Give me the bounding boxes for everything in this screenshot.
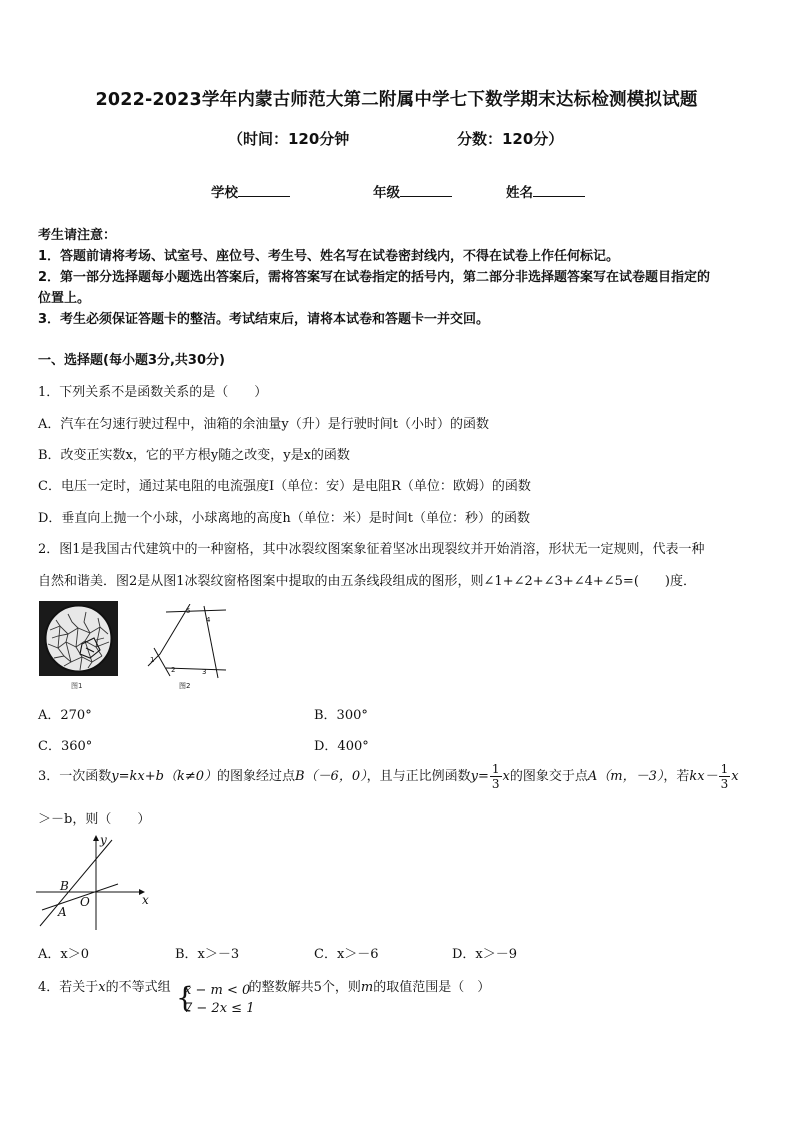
left-brace-icon: { (176, 981, 194, 1014)
graph-origin-label: O (80, 895, 90, 909)
q3-fraction-one-third: $\frac{1}{3}$ (491, 762, 500, 791)
q1-option-b[interactable]: B．改变正实数x，它的平方根y随之改变，y是x的函数 (38, 448, 350, 463)
angle-label-2: 2 (171, 666, 176, 674)
grade-blank[interactable] (400, 183, 452, 197)
q4-variable-x: x (98, 980, 106, 995)
q3-condition-right: x (731, 769, 739, 784)
q1-option-a[interactable]: A．汽车在匀速行驶过程中，油箱的余油量y（升）是行驶时间t（小时）的函数 (38, 417, 489, 432)
q3-text-1: 3．一次函数 (38, 769, 112, 784)
q3-option-c[interactable]: C．x＞－6 (314, 947, 379, 962)
q4-variable-m: m (360, 980, 374, 995)
q2-line-1: 2．图1是我国古代建筑中的一种窗格，其中冰裂纹图案象征着坚冰出现裂纹并开始消溶，形状无一定规则，代表一种 (38, 542, 705, 557)
q3-point-a: A（m，－3） (587, 769, 664, 784)
q3-text-4: 的图象交于点 (509, 769, 588, 784)
angle-label-3: 3 (202, 668, 207, 676)
q3-option-a[interactable]: A．x＞0 (38, 947, 89, 962)
q4-text-3: 的整数解共5个，则 (248, 980, 361, 995)
notice-line-3: 位置上。 (38, 291, 91, 306)
angle-label-1: 1 (150, 656, 155, 664)
q3-text-5: ，若 (663, 769, 690, 784)
q4-inequality-1: x − m < 0 (184, 983, 251, 998)
q2-line-2: 自然和谐美．图2是从图1冰裂纹窗格图案中提取的由五条线段组成的图形，则∠1+∠2+∠3+∠4+∠5=( )度． (38, 574, 696, 589)
q2-option-a[interactable]: A．270° (38, 708, 92, 723)
q3-function-graph (36, 832, 156, 932)
name-field (506, 181, 585, 201)
q3-option-b[interactable]: B．x＞－3 (175, 947, 240, 962)
school-blank[interactable] (238, 183, 290, 197)
section-heading: 一、选择题(每小题3分,共30分) (38, 353, 225, 368)
q3-proportional-right: x (502, 769, 510, 784)
fig1-caption: 图1 (71, 682, 83, 690)
name-blank[interactable] (533, 183, 585, 197)
grade-label: 年级 (373, 185, 400, 201)
q4-inequality-2: 7 − 2x ≤ 1 (184, 1001, 255, 1016)
graph-y-label: y (100, 833, 107, 847)
q3-text-3: ，且与正比例函数 (366, 769, 471, 784)
graph-point-b-label: B (60, 879, 69, 893)
exam-time: （时间：120分钟 (228, 130, 350, 148)
q4-text-4: 的取值范围是（ ） (373, 980, 491, 995)
notice-heading: 考生请注意： (38, 228, 117, 243)
school-label: 学校 (211, 185, 238, 201)
page-title: 2022-2023学年内蒙古师范大第二附属中学七下数学期末达标检测模拟试题 (95, 90, 698, 110)
q3-point-b: B（－6，0） (295, 769, 367, 784)
angle-label-4: 4 (206, 616, 211, 624)
graph-x-label: x (142, 893, 149, 907)
q3-proportional-left: y= (470, 769, 489, 784)
angle-label-5: 5 (186, 607, 191, 615)
q1-stem: 1．下列关系不是函数关系的是（ ） (38, 385, 268, 400)
q3-condition-left: kx－ (689, 769, 718, 784)
window-lattice-figure (38, 600, 120, 690)
five-segment-angle-figure (138, 604, 228, 690)
notice-line-2: 2．第一部分选择题每小题选出答案后，需将答案写在试卷指定的括号内，第二部分非选择题答案写在试卷题目指定的 (38, 270, 711, 285)
q4-text-2: 的不等式组 (105, 980, 171, 995)
name-label: 姓名 (506, 185, 533, 201)
q3-condition-fraction: $\frac{1}{3}$ (720, 762, 729, 791)
exam-score: 分数：120分） (457, 130, 564, 148)
q3-line-1 (38, 762, 739, 791)
q2-option-d[interactable]: D．400° (314, 739, 369, 754)
q1-option-c[interactable]: C．电压一定时，通过某电阻的电流强度I（单位：安）是电阻R（单位：欧姆）的函数 (38, 479, 531, 494)
q2-option-b[interactable]: B．300° (314, 708, 368, 723)
graph-point-a-label: A (58, 905, 67, 919)
q4-text-1: 4．若关于 (38, 980, 99, 995)
q3-text-2: 的图象经过点 (216, 769, 295, 784)
fig2-caption: 图2 (179, 682, 191, 690)
notice-line-4: 3．考生必须保证答题卡的整洁。考试结束后，请将本试卷和答题卡一并交回。 (38, 312, 490, 327)
q3-option-d[interactable]: D．x＞－9 (452, 947, 518, 962)
q3-line-2: ＞－b，则（ ） (38, 812, 151, 827)
q2-option-c[interactable]: C．360° (38, 739, 93, 754)
q1-option-d[interactable]: D．垂直向上抛一个小球，小球离地的高度h（单位：米）是时间t（单位：秒）的函数 (38, 511, 531, 526)
school-field (211, 181, 290, 201)
q4-inequality-system (176, 982, 254, 1018)
notice-line-1: 1．答题前请将考场、试室号、座位号、考生号、姓名写在试卷密封线内，不得在试卷上作任何标记。 (38, 249, 620, 264)
q4-line (38, 976, 490, 995)
q3-linear-function: y=kx+b（k≠0） (111, 769, 217, 784)
grade-field (373, 181, 452, 201)
